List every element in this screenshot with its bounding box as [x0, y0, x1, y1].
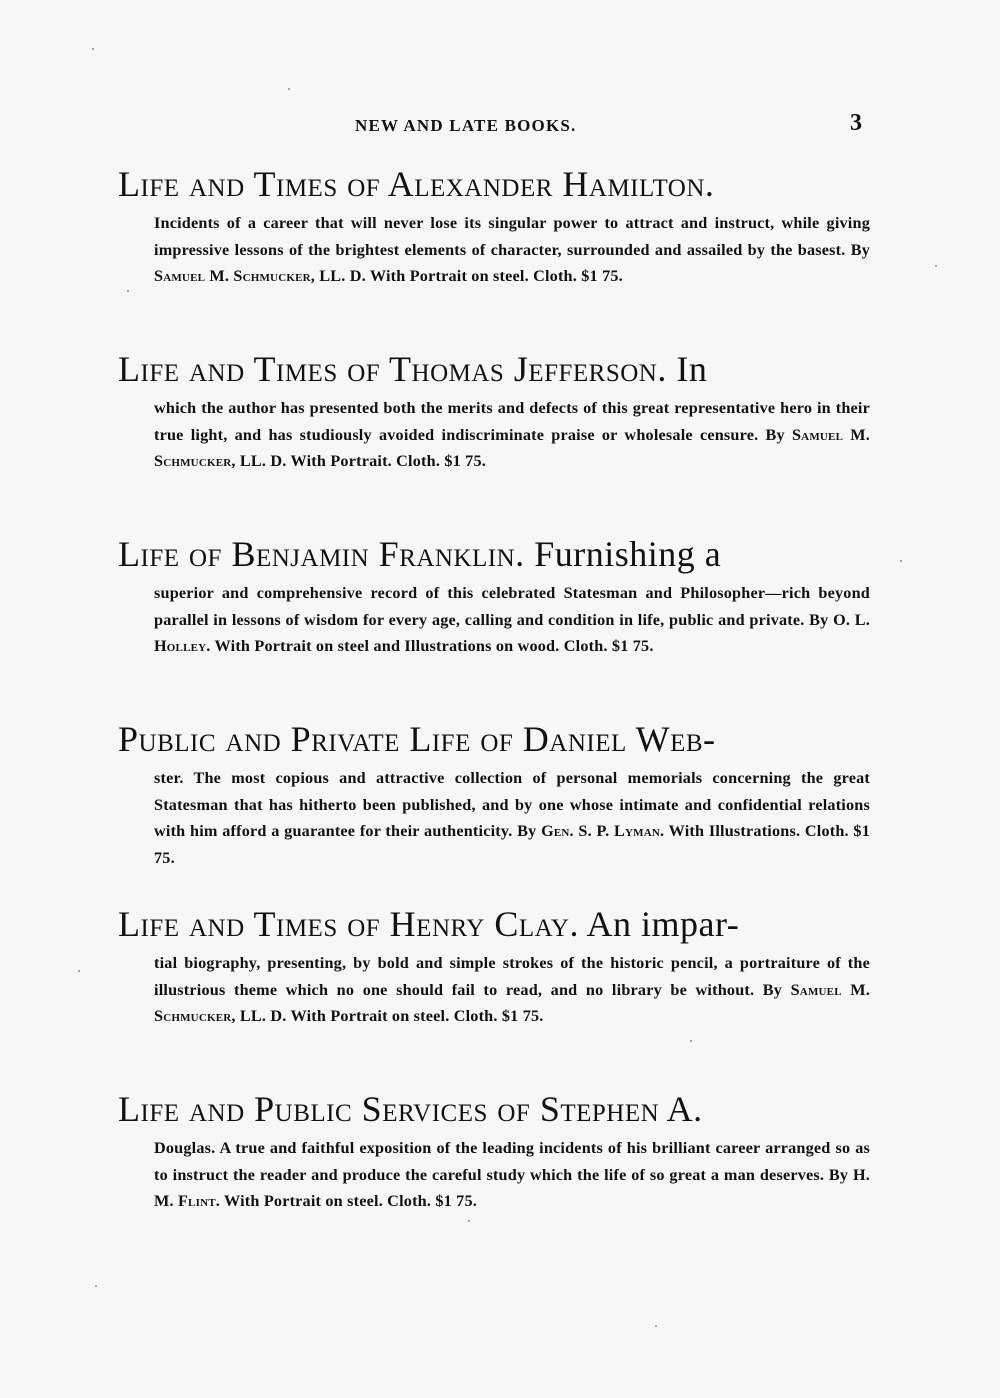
- book-entry-clay: [118, 904, 870, 1030]
- entry-title-text: Life and Times of Thomas Jefferson.: [118, 349, 667, 389]
- book-entry-jefferson: [118, 349, 870, 475]
- entry-title: [118, 904, 870, 944]
- entry-title-lead: An impar-: [586, 904, 740, 944]
- entry-description: [154, 580, 870, 660]
- entry-description: [154, 950, 870, 1030]
- entry-body-text: which the author has presented both the merits and defects of this great representative hero in their true light, and has studiously avoided indiscriminate praise or wholesale censure. By: [154, 399, 870, 444]
- entry-title-text: Life and Times of Alexander Hamilton.: [118, 164, 715, 204]
- entry-details: With Portrait on steel. Cloth. $1 75.: [223, 1192, 478, 1210]
- entry-author: O. L. Holley.: [154, 610, 870, 655]
- entry-body-text: superior and comprehensive record of this celebrated Statesman and Philosopher—rich beyond parallel in lessons of wisdom for every age, calling and condition in life, public and private. By: [154, 584, 870, 629]
- entry-description: [154, 395, 870, 475]
- entry-body-text: ster. The most copious and attractive collection of personal memorials concerning the great Statesman that has hitherto been published, and by one whose intimate and confidential relations with him afford a guarantee for their authenticity. By: [154, 769, 870, 840]
- book-entry-douglas: [118, 1089, 870, 1215]
- entry-details: With Portrait on steel. Cloth. $1 75.: [290, 1007, 544, 1025]
- entry-title: [118, 534, 870, 574]
- running-head: NEW AND LATE BOOKS.: [355, 116, 577, 135]
- entry-title: [118, 164, 870, 204]
- entry-author: Gen. S. P. Lyman.: [541, 822, 665, 840]
- entry-body-text: tial biography, presenting, by bold and simple strokes of the historic pencil, a portraiture of the illustrious theme which no one should fail to read, and no library be without. By: [154, 954, 870, 999]
- scan-speck: [78, 970, 80, 972]
- entry-author: H. M. Flint.: [154, 1165, 870, 1210]
- entry-title: [118, 719, 870, 759]
- scan-speck: [468, 1220, 470, 1222]
- entry-title-text: Life and Times of Henry Clay.: [118, 904, 579, 944]
- scan-speck: [935, 265, 937, 267]
- scan-speck: [127, 290, 129, 292]
- entry-title-text: Life of Benjamin Franklin.: [118, 534, 525, 574]
- scan-speck: [655, 1325, 657, 1327]
- entry-title-lead: In: [676, 349, 708, 389]
- entry-body-text: Douglas. A true and faithful exposition of the leading incidents of his brilliant career arranged so as to instruct the reader and produce the careful study which the life of so great a man deserves. By: [154, 1139, 870, 1184]
- entry-title: [118, 349, 870, 389]
- scan-speck: [288, 88, 290, 90]
- entry-author: Samuel M. Schmucker, LL. D.: [154, 425, 870, 470]
- entry-description: [154, 210, 870, 290]
- entry-details: With Portrait. Cloth. $1 75.: [290, 452, 486, 470]
- entry-description: [154, 1135, 870, 1215]
- book-entry-webster: [118, 719, 870, 871]
- entry-title-lead: Furnishing a: [534, 534, 722, 574]
- book-entry-hamilton: [118, 164, 870, 290]
- entry-details: With Illustrations. Cloth. $1 75.: [154, 822, 871, 867]
- book-entry-franklin: [118, 534, 870, 660]
- scan-speck: [95, 1285, 97, 1287]
- entry-title: [118, 1089, 870, 1129]
- page-number: 3: [850, 110, 862, 136]
- entry-title-text: Life and Public Services of Stephen A.: [118, 1089, 703, 1129]
- entry-author: Samuel M. Schmucker, LL. D.: [154, 267, 366, 285]
- scan-speck: [690, 1040, 692, 1042]
- entry-body-text: Incidents of a career that will never lose its singular power to attract and instruct, while giving impressive lessons of the brightest elements of character, surrounded and assailed by the basest. By: [154, 214, 870, 259]
- entry-details: With Portrait on steel. Cloth. $1 75.: [369, 267, 623, 285]
- entry-author: Samuel M. Schmucker, LL. D.: [154, 980, 870, 1025]
- entry-details: With Portrait on steel and Illustrations on wood. Cloth. $1 75.: [214, 637, 654, 655]
- scan-speck: [92, 48, 94, 50]
- entry-title-text: Public and Private Life of Daniel Web-: [118, 719, 716, 759]
- entry-description: [154, 765, 870, 871]
- scan-speck: [900, 560, 902, 562]
